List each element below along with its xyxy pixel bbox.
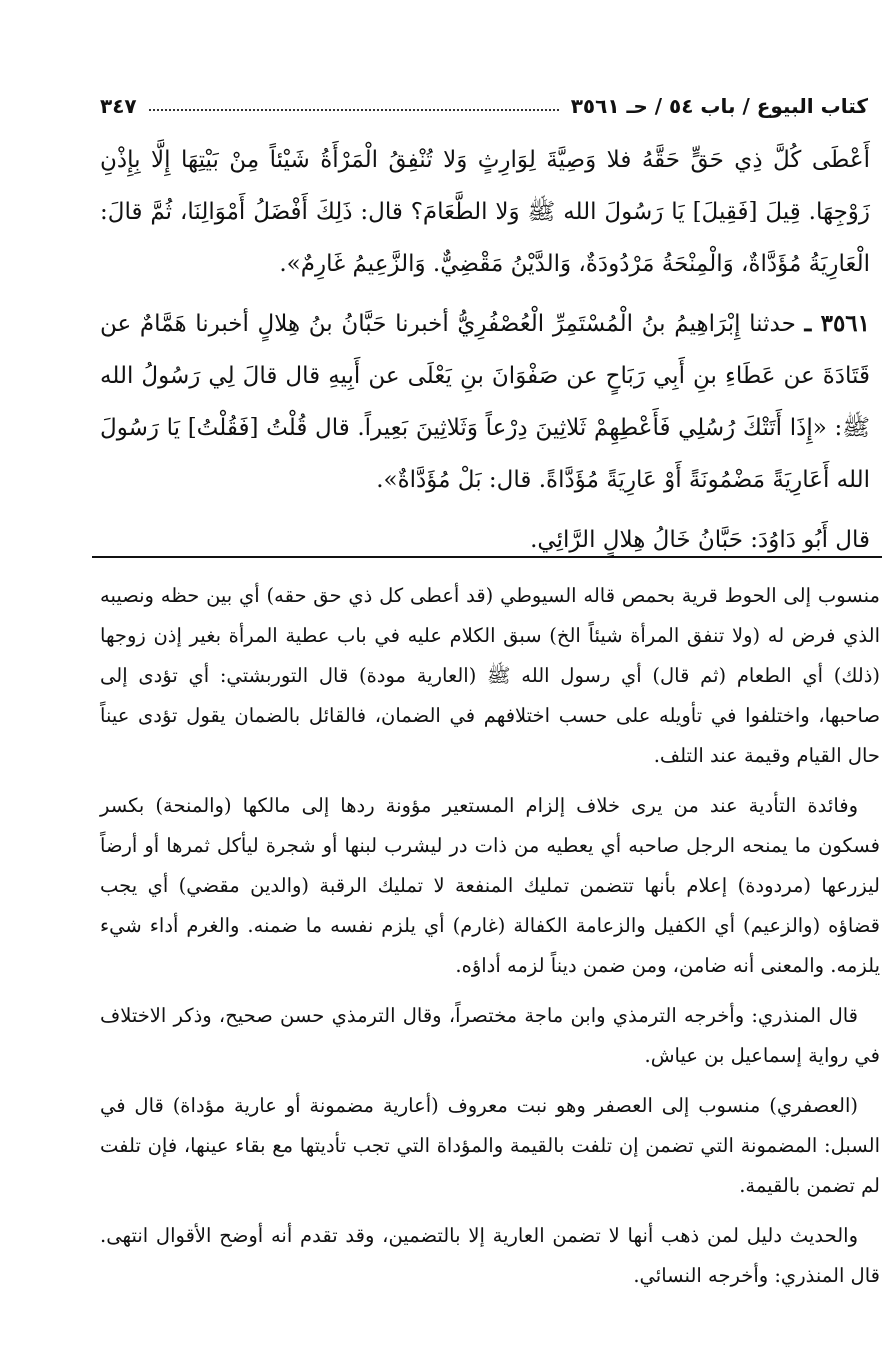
abu-dawud-note: قال أَبُو دَاوُدَ: حَبَّانُ خَالُ هِلالٍ الرَّائِي. [530, 527, 870, 553]
commentary-paragraph-1: منسوب إلى الحوط قرية بحمص قاله السيوطي (قد أعطى كل ذي حق حقه) أي بين حظه ونصيبه الذي فرض له (ولا تنفق المرأة شيئاً الخ) سبق الكلام عليه في باب عطية المرأة بغير إذن زوجها (ذلك) أي الطعام (ثم قال) أي رسول الله ﷺ (العارية مودة) قال التوربشتي: أي تؤدى إلى صاحبها، واختلفوا في تأويله على حسب اختلافهم في الضمان، فالقائل بالضمان يقول تؤدى عيناً حال القيام وقيمة عند التلف. [100, 584, 880, 767]
header-leader-dots [149, 108, 559, 111]
commentary-paragraph-4: (العصفري) منسوب إلى العصفر وهو نبت معروف (أعارية مضمونة أو عارية مؤداة) قال في السبل: المضمونة التي تضمن إن تلفت بالقيمة والمؤداة التي تجب تأديتها مع بقاء عينها، فإن تلفت لم تضمن بالقيمة. [100, 1094, 880, 1197]
commentary-paragraph-5: والحديث دليل لمن ذهب أنها لا تضمن العارية إلا بالتضمين، وقد تقدم أنه أوضح الأقوال انتهى. قال المنذري: وأخرجه النسائي. [100, 1224, 880, 1287]
hadith-paragraph-continuation: أَعْطَى كُلَّ ذِي حَقٍّ حَقَّهُ فلا وَصِيَّةَ لِوَارِثٍ وَلا تُنْفِقُ الْمَرْأَةُ شَيْئاً مِنْ بَيْتِهَا إِلَّا بِإِذْنِ زَوْجِهَا. قِيلَ [فَقِيلَ] يَا رَسُولَ الله ﷺ وَلا الطَّعَامَ؟ قال: ذَلِكَ أَفْضَلُ أَمْوَالِنَا، ثُمَّ قالَ: الْعَارِيَةُ مُؤَدَّاةٌ، وَالْمِنْحَةُ مَرْدُودَةٌ، وَالدَّيْنُ مَقْضِيٌّ. وَالزَّعِيمُ غَارِمٌ». [100, 147, 870, 277]
commentary-block [100, 576, 880, 1306]
hadith-number: ٣٥٦١ ـ [804, 310, 871, 337]
commentary-paragraph-2: وفائدة التأدية عند من يرى خلاف إلزام المستعير مؤونة ردها إلى مالكها (والمنحة) بكسر فسكون ما يمنحه الرجل صاحبه أي يعطيه من ذات در ليشرب لبنها أو شجرة ليأكل ثمرها أو أرضاً ليزرعها (مردودة) إعلام بأنها تتضمن تمليك المنفعة لا تمليك الرقبة (والدين مقضي) أي يجب قضاؤه (والزعيم) أي الكفيل والزعامة الكفالة (غارم) أي يلزم نفسه ما ضمنه. والغرم أداء شيء يلزمه. والمعنى أنه ضامن، ومن ضمن ديناً لزمه أداؤه. [100, 794, 880, 977]
commentary-paragraph-3: قال المنذري: وأخرجه الترمذي وابن ماجة مختصراً، وقال الترمذي حسن صحيح، وذكر الاختلاف في رواية إسماعيل بن عياش. [100, 1004, 880, 1067]
hadith-paragraph-3561 [100, 298, 870, 506]
running-title: كتاب البيوع / باب ٥٤ / حـ ٣٥٦١ [570, 94, 868, 118]
page-header [100, 84, 868, 118]
page-number: ٣٤٧ [100, 94, 137, 118]
footnote-divider [92, 556, 882, 558]
hadith-text-block [100, 134, 870, 566]
hadith-3561-text: حدثنا إِبْرَاهِيمُ بنُ الْمُسْتَمِرِّ الْعُصْفُرِيُّ أخبرنا حَبَّانُ بنُ هِلالٍ أخبرنا هَمَّامٌ عن قَتَادَةَ عن عَطَاءِ بنِ أَبِي رَبَاحٍ عن صَفْوَانَ بنِ يَعْلَى عن أَبِيهِ قال قالَ لِي رَسُولُ الله ﷺ: «إِذَا أَتَتْكَ رُسُلِي فَأَعْطِهِمْ ثَلاثِينَ دِرْعاً وَثَلاثِينَ بَعِيراً. قال قُلْتُ [فَقُلْتُ] يَا رَسُولَ الله أَعَارِيَةً مَضْمُونَةً أَوْ عَارِيَةً مُؤَدَّاةً. قال: بَلْ مُؤَدَّاةٌ». [100, 311, 870, 493]
